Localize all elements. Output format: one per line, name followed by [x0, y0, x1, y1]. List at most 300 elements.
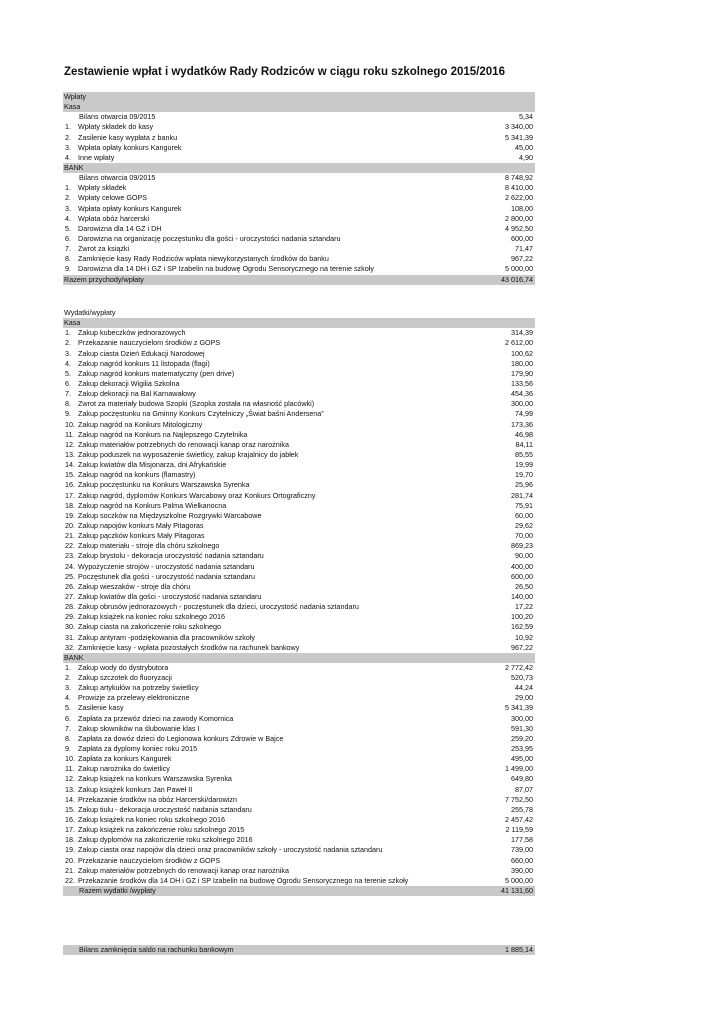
row-label	[63, 541, 511, 551]
row-number: 2.	[65, 132, 71, 142]
row-number: 16.	[65, 480, 75, 490]
row-number: 25.	[65, 571, 75, 581]
table-row	[63, 379, 535, 389]
row-label	[63, 224, 505, 234]
row-text: Wpłata obóz harcerski	[78, 213, 150, 223]
row-amount: 967,22	[511, 642, 533, 652]
row-number: 29.	[65, 612, 75, 622]
row-label	[63, 359, 511, 369]
row-amount: 600,00	[511, 233, 533, 243]
table-row	[63, 143, 535, 153]
row-text: Zakup nagród na konkurs (flamastry)	[78, 470, 196, 480]
table-row	[63, 491, 535, 501]
row-text: Zakup książek na koniec roku szkolnego 2016	[78, 612, 226, 622]
row-label	[63, 734, 511, 744]
row-number: 17.	[65, 825, 75, 835]
row-text: Zasilenie kasy	[78, 703, 124, 713]
table-row	[63, 430, 535, 440]
table-row	[63, 673, 535, 683]
row-text: Zakup kwiatów dla gości - uroczystość nadania sztandaru	[78, 591, 262, 601]
row-text: Zakup narożnika do świetlicy	[78, 764, 170, 774]
row-number: 6.	[65, 233, 71, 243]
row-label	[63, 521, 515, 531]
row-amount: 2 612,00	[505, 338, 533, 348]
expenses-bank-list	[63, 663, 535, 886]
row-label	[63, 133, 505, 143]
row-number: 5.	[65, 368, 71, 378]
row-amount: 2 622,00	[505, 193, 533, 203]
row-label	[63, 876, 505, 886]
row-amount: 60,00	[515, 510, 533, 520]
table-row	[63, 663, 535, 673]
row-text: Zakup nagród na Konkurs Palma Wielkanocna	[78, 500, 227, 510]
row-label	[63, 856, 511, 866]
row-label	[63, 825, 506, 835]
row-number: 15.	[65, 470, 75, 480]
row-text: Zakup wody do dystrybutora	[78, 662, 169, 672]
table-row	[63, 845, 535, 855]
row-amount: 739,00	[511, 845, 533, 855]
table-row	[63, 214, 535, 224]
row-number: 17.	[65, 490, 75, 500]
row-number: 19.	[65, 510, 75, 520]
row-number: 5.	[65, 223, 71, 233]
row-label	[63, 214, 505, 224]
table-row	[63, 244, 535, 254]
row-number: 1.	[65, 183, 71, 193]
row-number: 13.	[65, 449, 75, 459]
row-number: 30.	[65, 622, 75, 632]
table-row	[63, 470, 535, 480]
row-amount: 173,36	[511, 419, 533, 429]
row-text: Zakup książek na konkurs Warszawska Syrenka	[78, 774, 232, 784]
table-row	[63, 511, 535, 521]
row-number: 12.	[65, 439, 75, 449]
table-row	[63, 795, 535, 805]
row-number: 18.	[65, 835, 75, 845]
row-text: Zakup antyram -podziękowania dla pracowników szkoły	[78, 632, 255, 642]
row-amount: 2 772,42	[505, 662, 533, 672]
row-amount: 454,36	[511, 389, 533, 399]
row-amount: 133,56	[511, 378, 533, 388]
row-label	[63, 264, 505, 274]
row-number: 4.	[65, 693, 71, 703]
row-number: 1.	[65, 328, 71, 338]
row-text: Zakup materiałów potrzebnych do renowacji kanap oraz narożnika	[78, 865, 289, 875]
row-label	[63, 153, 519, 163]
row-number: 32.	[65, 642, 75, 652]
table-row	[63, 744, 535, 754]
row-text: Wpłata opłaty konkurs Kangurek	[78, 203, 182, 213]
table-row	[63, 460, 535, 470]
row-amount: 29,00	[515, 693, 533, 703]
row-label	[63, 349, 511, 359]
row-label	[63, 470, 515, 480]
row-label	[63, 430, 515, 440]
row-amount: 5 000,00	[505, 264, 533, 274]
table-row	[63, 254, 535, 264]
row-number: 6.	[65, 713, 71, 723]
table-row	[63, 572, 535, 582]
row-text: Przekazanie nauczycielom środków z GOPS	[78, 338, 221, 348]
row-amount: 90,00	[515, 551, 533, 561]
table-row	[63, 866, 535, 876]
table-row	[63, 562, 535, 572]
row-amount: 75,91	[515, 500, 533, 510]
row-label	[63, 643, 511, 653]
row-text: Zwrot za książki	[78, 244, 130, 254]
row-number: 7.	[65, 244, 71, 254]
row-label	[63, 193, 505, 203]
row-label	[63, 254, 511, 264]
table-row	[63, 409, 535, 419]
row-amount: 5 000,00	[505, 875, 533, 885]
row-text: Zakup książek na koniec roku szkolnego 2016	[78, 815, 226, 825]
row-number: 4.	[65, 358, 71, 368]
row-amount: 2 800,00	[505, 213, 533, 223]
row-amount: 967,22	[511, 254, 533, 264]
row-text: Zakup nagród, dyplomów Konkurs Warcabowy oraz Konkurs Ortograficzny	[78, 490, 316, 500]
row-number: 11.	[65, 429, 75, 439]
row-text: Przekazanie środków dla 14 DH i GZ i SP Izabelin na budowę Ogrodu Sensorycznego na terenie szkoły	[78, 875, 409, 885]
row-text: Zakup dyplomów na zakończenie roku szkolnego 2016	[78, 835, 253, 845]
row-label	[63, 724, 511, 734]
row-number: 15.	[65, 804, 75, 814]
row-label	[63, 764, 505, 774]
table-row	[63, 876, 535, 886]
table-row	[63, 785, 535, 795]
row-text: Zakup obrusów jednorazowych - poczęstunek dla dzieci, uroczystość nadania sztandaru	[78, 602, 359, 612]
closing-balance	[63, 945, 535, 955]
row-label	[63, 399, 511, 409]
row-number: 27.	[65, 591, 75, 601]
row-label	[63, 774, 511, 784]
table-row	[63, 805, 535, 815]
table-row	[63, 531, 535, 541]
row-number: 8.	[65, 254, 71, 264]
row-label	[63, 562, 511, 572]
row-amount: 520,73	[511, 673, 533, 683]
row-text: Zakup materiałów potrzebnych do renowacji kanap oraz narożnika	[78, 439, 289, 449]
row-label	[63, 572, 511, 582]
income-bank-heading: BANK	[63, 163, 535, 173]
row-number: 26.	[65, 581, 75, 591]
row-amount: 300,00	[511, 713, 533, 723]
row-label	[63, 379, 511, 389]
row-label	[63, 511, 515, 521]
row-number: 3.	[65, 142, 71, 152]
table-row	[63, 774, 535, 784]
table-row	[63, 551, 535, 561]
row-text: Zakup brystolu - dekoracja uroczystość nadania sztandaru	[78, 551, 264, 561]
row-number: 12.	[65, 774, 75, 784]
table-row	[63, 349, 535, 359]
table-row	[63, 714, 535, 724]
table-row	[63, 764, 535, 774]
table-row	[63, 338, 535, 348]
table-row	[63, 133, 535, 143]
expenses-table	[63, 308, 535, 896]
row-text: Wpłata opłaty konkurs Kangurek	[78, 142, 182, 152]
row-number: 4.	[65, 152, 71, 162]
row-amount: 1 499,00	[505, 764, 533, 774]
row-label	[63, 338, 505, 348]
expenses-heading: Wydatki/wypłaty	[64, 308, 116, 317]
row-text: Zakup poczęstunku na Konkurs Warszawska Syrenka	[78, 480, 250, 490]
table-row	[63, 122, 535, 132]
row-text: Zakup słowników na ślubowanie klas I	[78, 723, 200, 733]
row-amount: 7 752,50	[505, 794, 533, 804]
row-number: 3.	[65, 348, 71, 358]
row-text: Zakup poczęstunku na Gminny Konkurs Czytelniczy „Świat baśni Andersena”	[78, 409, 324, 419]
row-label	[63, 663, 505, 673]
row-label	[63, 633, 515, 643]
table-row	[63, 592, 535, 602]
row-text: Zakup tiulu - dekoracja uroczystość nadania sztandaru	[78, 804, 252, 814]
table-row	[63, 204, 535, 214]
row-text: Przekazanie środków na obóz Harcerski/darowizn	[78, 794, 237, 804]
row-text: Prowizje za przelewy elektroniczne	[78, 693, 190, 703]
row-amount: 140,00	[511, 591, 533, 601]
row-number: 22.	[65, 541, 75, 551]
row-number: 5.	[65, 703, 71, 713]
row-amount: 100,62	[511, 348, 533, 358]
row-number: 19.	[65, 845, 75, 855]
row-amount: 2 119,59	[505, 825, 533, 835]
expenses-kasa-list	[63, 328, 535, 653]
row-number: 28.	[65, 602, 75, 612]
row-text: Zakup wieszaków - stroje dla chóru	[78, 581, 191, 591]
row-text: Darowizna dla 14 GZ i DH	[78, 223, 162, 233]
row-text: Zakup ciasta na zakończenie roku szkolnego	[78, 622, 222, 632]
row-label	[63, 328, 511, 338]
row-label	[63, 244, 515, 254]
row-label	[63, 440, 516, 450]
row-text: Zakup poduszek na wyposażenie świetlicy, zakup krajalnicy do jabłek	[78, 449, 299, 459]
row-text: Zakup pączków konkurs Mały Pitagoras	[78, 531, 205, 541]
row-number: 9.	[65, 264, 71, 274]
row-number: 24.	[65, 561, 75, 571]
table-row	[63, 153, 535, 163]
row-amount: 253,95	[511, 744, 533, 754]
row-amount: 400,00	[511, 561, 533, 571]
income-bank-list	[63, 183, 535, 274]
row-label	[63, 612, 511, 622]
income-total-row: Razem przychody/wpłaty 43 016,74	[64, 274, 533, 284]
table-row	[63, 389, 535, 399]
row-amount: 179,90	[511, 368, 533, 378]
income-bank-opening: Bilans otwarcia 09/2015 8 748,92	[79, 173, 533, 183]
row-label	[63, 795, 505, 805]
row-text: Zwrot za materiały budowa Szopki (Szopka została na własność placówki)	[78, 399, 315, 409]
table-row	[63, 501, 535, 511]
row-amount: 3 340,00	[505, 122, 533, 132]
table-row	[63, 612, 535, 622]
row-number: 4.	[65, 213, 71, 223]
table-row	[63, 369, 535, 379]
row-label	[63, 551, 515, 561]
row-amount: 100,20	[511, 612, 533, 622]
table-row	[63, 724, 535, 734]
income-kasa-opening: Bilans otwarcia 09/2015 5,34	[79, 112, 533, 122]
row-label	[63, 369, 511, 379]
row-label	[63, 491, 511, 501]
row-label	[63, 480, 515, 490]
row-text: Zakup kubeczków jednorazowych	[78, 328, 186, 338]
table-row	[63, 234, 535, 244]
income-kasa-list	[63, 122, 535, 163]
row-label	[63, 450, 515, 460]
row-number: 23.	[65, 551, 75, 561]
row-text: Przekazanie nauczycielom środków z GOPS	[78, 855, 221, 865]
row-text: Inne wpłaty	[78, 152, 115, 162]
row-amount: 44,24	[515, 683, 533, 693]
table-row	[63, 359, 535, 369]
table-row	[63, 856, 535, 866]
row-label	[63, 409, 515, 419]
row-number: 20.	[65, 520, 75, 530]
row-amount: 180,00	[511, 358, 533, 368]
row-label	[63, 531, 515, 541]
closing-balance-row: Bilans zamknięcia saldo na rachunku bankowym 1 885,14	[63, 945, 535, 955]
row-number: 8.	[65, 399, 71, 409]
row-text: Zapłata za dyplomy koniec roku 2015	[78, 744, 198, 754]
table-row	[63, 754, 535, 764]
row-text: Darowizna dla 14 DH i GZ i SP Izabelin na budowę Ogrodu Sensorycznego na terenie szkoły	[78, 264, 374, 274]
row-text: Zakup książek konkurs Jan Paweł II	[78, 784, 193, 794]
row-text: Zapłata za przewóz dzieci na zawody Komornica	[78, 713, 234, 723]
table-row	[63, 683, 535, 693]
row-number: 21.	[65, 531, 75, 541]
row-amount: 46,98	[515, 429, 533, 439]
row-text: Zakup nagród konkurs matematyczny (pen drive)	[78, 368, 235, 378]
row-text: Poczęstunek dla gości - uroczystość nadania sztandaru	[78, 571, 255, 581]
row-amount: 390,00	[511, 865, 533, 875]
row-label	[63, 866, 511, 876]
row-amount: 4 952,50	[505, 223, 533, 233]
row-number: 20.	[65, 855, 75, 865]
row-amount: 495,00	[511, 754, 533, 764]
row-text: Zakup dekoracji Wigilia Szkolna	[78, 378, 180, 388]
row-label	[63, 143, 515, 153]
row-label	[63, 744, 511, 754]
row-amount: 259,20	[511, 733, 533, 743]
row-text: Zakup nagród na Konkurs na Najlepszego Czytelnika	[78, 429, 248, 439]
row-text: Zakup dekoracji na Bal Karnawałowy	[78, 389, 196, 399]
row-label	[63, 835, 511, 845]
row-text: Zakup materiału - stroje dla chóru szkolnego	[78, 541, 220, 551]
row-label	[63, 602, 515, 612]
row-number: 1.	[65, 662, 71, 672]
row-number: 14.	[65, 794, 75, 804]
row-number: 2.	[65, 193, 71, 203]
expenses-bank-heading: BANK	[63, 653, 535, 663]
row-number: 16.	[65, 815, 75, 825]
row-amount: 255,78	[511, 804, 533, 814]
row-amount: 281,74	[511, 490, 533, 500]
row-label	[63, 420, 511, 430]
row-number: 21.	[65, 865, 75, 875]
row-amount: 177,58	[511, 835, 533, 845]
row-label	[63, 845, 511, 855]
row-amount: 84,11	[515, 439, 533, 449]
row-amount: 17,22	[515, 602, 533, 612]
row-number: 10.	[65, 419, 75, 429]
table-row	[63, 643, 535, 653]
row-label	[63, 622, 511, 632]
table-row	[63, 264, 535, 274]
row-amount: 19,99	[515, 460, 533, 470]
table-row	[63, 602, 535, 612]
row-amount: 25,96	[515, 480, 533, 490]
row-amount: 29,62	[515, 520, 533, 530]
row-label	[63, 234, 511, 244]
row-text: Zapłata za konkurs Kangurek	[78, 754, 172, 764]
table-row	[63, 582, 535, 592]
row-text: Zapłata za dowóz dzieci do Legionowa konkurs Zdrowie w Bajce	[78, 733, 284, 743]
row-amount: 591,30	[511, 723, 533, 733]
table-row	[63, 440, 535, 450]
row-amount: 74,99	[515, 409, 533, 419]
table-row	[63, 622, 535, 632]
row-amount: 5 341,39	[505, 703, 533, 713]
row-amount: 5 341,39	[505, 132, 533, 142]
row-text: Zakup napojów konkurs Mały Pitagoras	[78, 520, 204, 530]
row-text: Darowizna na organizację poczęstunku dla gości - uroczystości nadania sztandaru	[78, 233, 341, 243]
row-number: 9.	[65, 744, 71, 754]
row-text: Zakup szczotek do fluoryzacji	[78, 673, 172, 683]
row-amount: 869,23	[511, 541, 533, 551]
table-row	[63, 521, 535, 531]
row-label	[63, 754, 511, 764]
row-label	[63, 673, 511, 683]
row-number: 13.	[65, 784, 75, 794]
row-label	[63, 582, 515, 592]
table-row	[63, 693, 535, 703]
row-number: 11.	[65, 764, 75, 774]
row-label	[63, 785, 515, 795]
table-row	[63, 328, 535, 338]
row-label	[63, 183, 505, 193]
row-label	[63, 815, 505, 825]
row-label	[63, 460, 515, 470]
row-number: 14.	[65, 460, 75, 470]
table-row	[63, 825, 535, 835]
row-label	[63, 703, 505, 713]
row-text: Zamknięcie kasy - wpłata pozostałych środków na rachunek bankowy	[78, 642, 300, 652]
table-row	[63, 835, 535, 845]
income-heading: Wpłaty	[63, 92, 535, 102]
row-amount: 600,00	[511, 571, 533, 581]
row-text: Zasilenie kasy wypłata z banku	[78, 132, 178, 142]
row-text: Zakup nagród na Konkurs Mitologiczny	[78, 419, 203, 429]
row-label	[63, 122, 505, 132]
table-row	[63, 193, 535, 203]
row-amount: 314,39	[511, 328, 533, 338]
table-row	[63, 633, 535, 643]
income-kasa-heading: Kasa	[63, 102, 535, 112]
row-number: 1.	[65, 122, 71, 132]
table-row	[63, 183, 535, 193]
table-row	[63, 703, 535, 713]
row-number: 3.	[65, 203, 71, 213]
row-label	[63, 592, 511, 602]
row-text: Zakup artykułów na potrzeby świetlicy	[78, 683, 199, 693]
row-label	[63, 683, 515, 693]
row-number: 10.	[65, 754, 75, 764]
row-amount: 45,00	[515, 142, 533, 152]
row-label	[63, 693, 515, 703]
